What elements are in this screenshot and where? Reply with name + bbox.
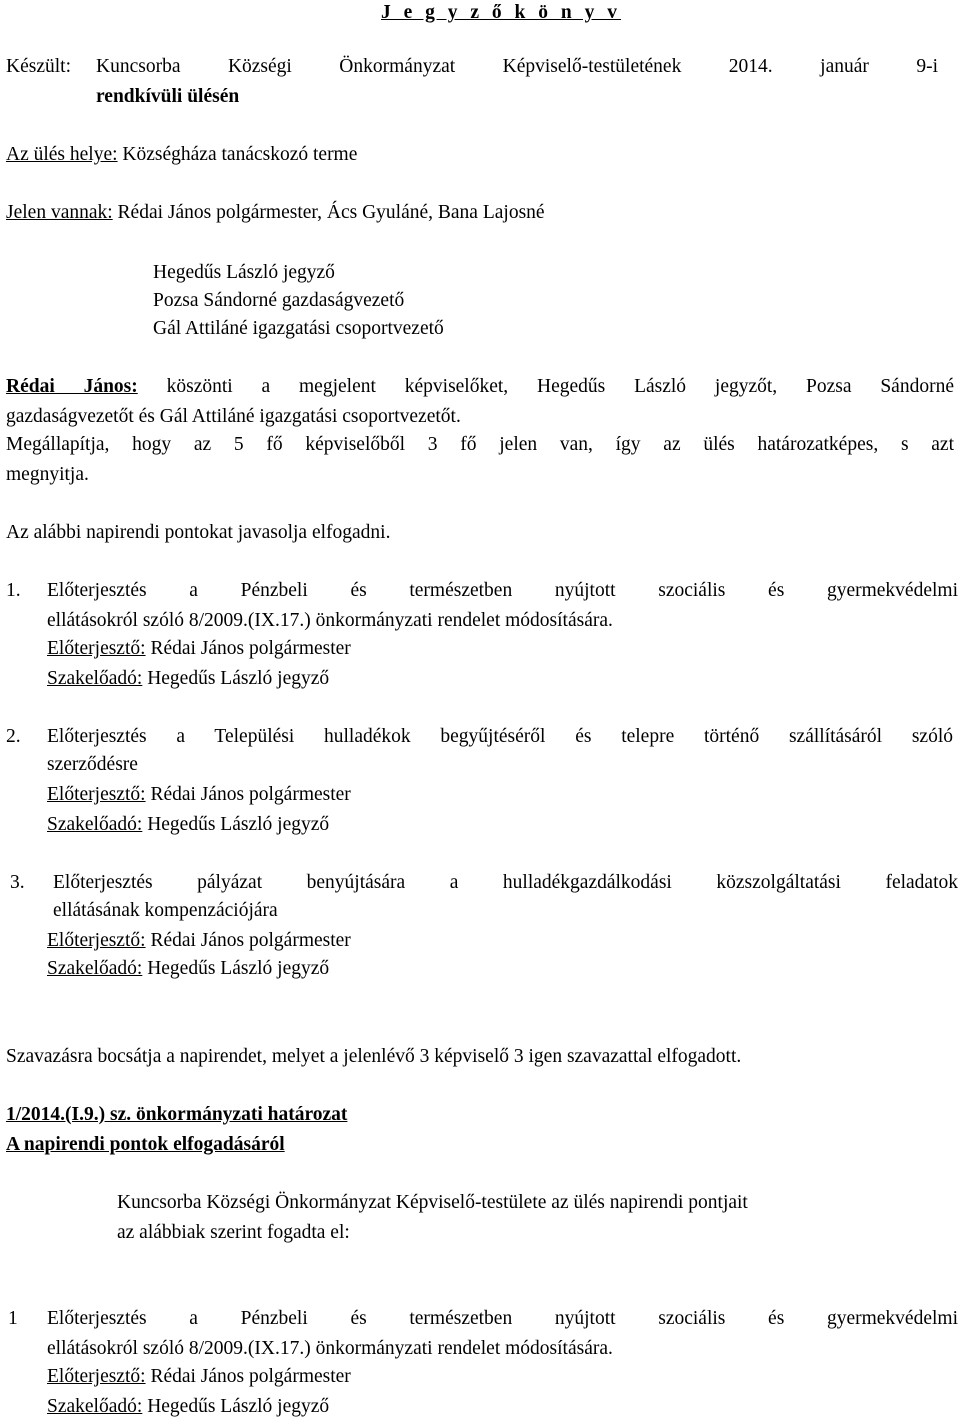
resolution-number: 1/2014.(I.9.) sz. önkormányzati határozat — [6, 1104, 348, 1125]
agenda-3-presenter: Előterjesztő: Rédai János polgármester — [47, 930, 351, 951]
opening-line-1: Rédai János: köszönti a megjelent képviselőket, Hegedűs László jegyzőt, Pozsa Sándorné — [6, 376, 954, 397]
made-text: Kuncsorba Községi Önkormányzat Képviselő-testületének 2014. január 9-i — [96, 56, 938, 77]
document-title: J e g y z ő k ö n y v — [381, 2, 621, 23]
agenda-1-line-1: Előterjesztés a Pénzbeli és természetben nyújtott szociális és gyermekvédelmi — [47, 580, 958, 601]
adopted-1-expert: Szakelőadó: Hegedűs László jegyző — [47, 1396, 330, 1417]
agenda-2-presenter: Előterjesztő: Rédai János polgármester — [47, 784, 351, 805]
agenda-1-num: 1. — [6, 580, 21, 601]
agenda-proposal: Az alábbi napirendi pontokat javasolja elfogadni. — [6, 522, 391, 543]
agenda-2-line-1: Előterjesztés a Települési hulladékok begyűjtéséről és telepre történő szállításáról szóló — [47, 726, 953, 747]
agenda-3-line-2: ellátásának kompenzációjára — [53, 900, 278, 921]
agenda-2-line-2: szerződésre — [47, 754, 138, 775]
present-item: Pozsa Sándorné gazdaságvezető — [153, 290, 405, 311]
vote-result: Szavazásra bocsátja a napirendet, melyet a jelenlévő 3 képviselő 3 igen szavazattal elfogadott. — [6, 1046, 742, 1067]
present-item: Gál Attiláné igazgatási csoportvezető — [153, 318, 444, 339]
resolution-text-2: az alábbiak szerint fogadta el: — [117, 1222, 350, 1243]
resolution-text-1: Kuncsorba Községi Önkormányzat Képviselő-testülete az ülés napirendi pontjait — [117, 1192, 748, 1213]
made-text-session: rendkívüli ülésén — [96, 86, 240, 107]
agenda-2-num: 2. — [6, 726, 21, 747]
opening-line-2: gazdaságvezetőt és Gál Attiláné igazgatási csoportvezetőt. — [6, 406, 461, 427]
made-label: Készült: — [6, 56, 71, 77]
adopted-1-line-1: Előterjesztés a Pénzbeli és természetben nyújtott szociális és gyermekvédelmi — [47, 1308, 958, 1329]
agenda-2-expert: Szakelőadó: Hegedűs László jegyző — [47, 814, 330, 835]
agenda-1-presenter: Előterjesztő: Rédai János polgármester — [47, 638, 351, 659]
opening-line-4: megnyitja. — [6, 464, 89, 485]
agenda-1-line-2: ellátásokról szóló 8/2009.(IX.17.) önkormányzati rendelet módosítására. — [47, 610, 613, 631]
agenda-3-num: 3. — [10, 872, 25, 893]
place-label: Az ülés helye: Községháza tanácskozó terme — [6, 144, 358, 165]
adopted-1-presenter: Előterjesztő: Rédai János polgármester — [47, 1366, 351, 1387]
adopted-1-line-2: ellátásokról szóló 8/2009.(IX.17.) önkormányzati rendelet módosítására. — [47, 1338, 613, 1359]
opening-line-3: Megállapítja, hogy az 5 fő képviselőből 3 fő jelen van, így az ülés határozatképes, s azt — [6, 434, 954, 455]
present-line: Jelen vannak: Rédai János polgármester, Ács Gyuláné, Bana Lajosné — [6, 202, 545, 223]
resolution-subject: A napirendi pontok elfogadásáról — [6, 1134, 285, 1155]
agenda-3-expert: Szakelőadó: Hegedűs László jegyző — [47, 958, 330, 979]
agenda-3-line-1: Előterjesztés pályázat benyújtására a hulladékgazdálkodási közszolgáltatási feladatok — [53, 872, 958, 893]
agenda-1-expert: Szakelőadó: Hegedűs László jegyző — [47, 668, 330, 689]
adopted-1-num: 1 — [8, 1308, 18, 1329]
present-item: Hegedűs László jegyző — [153, 262, 335, 283]
